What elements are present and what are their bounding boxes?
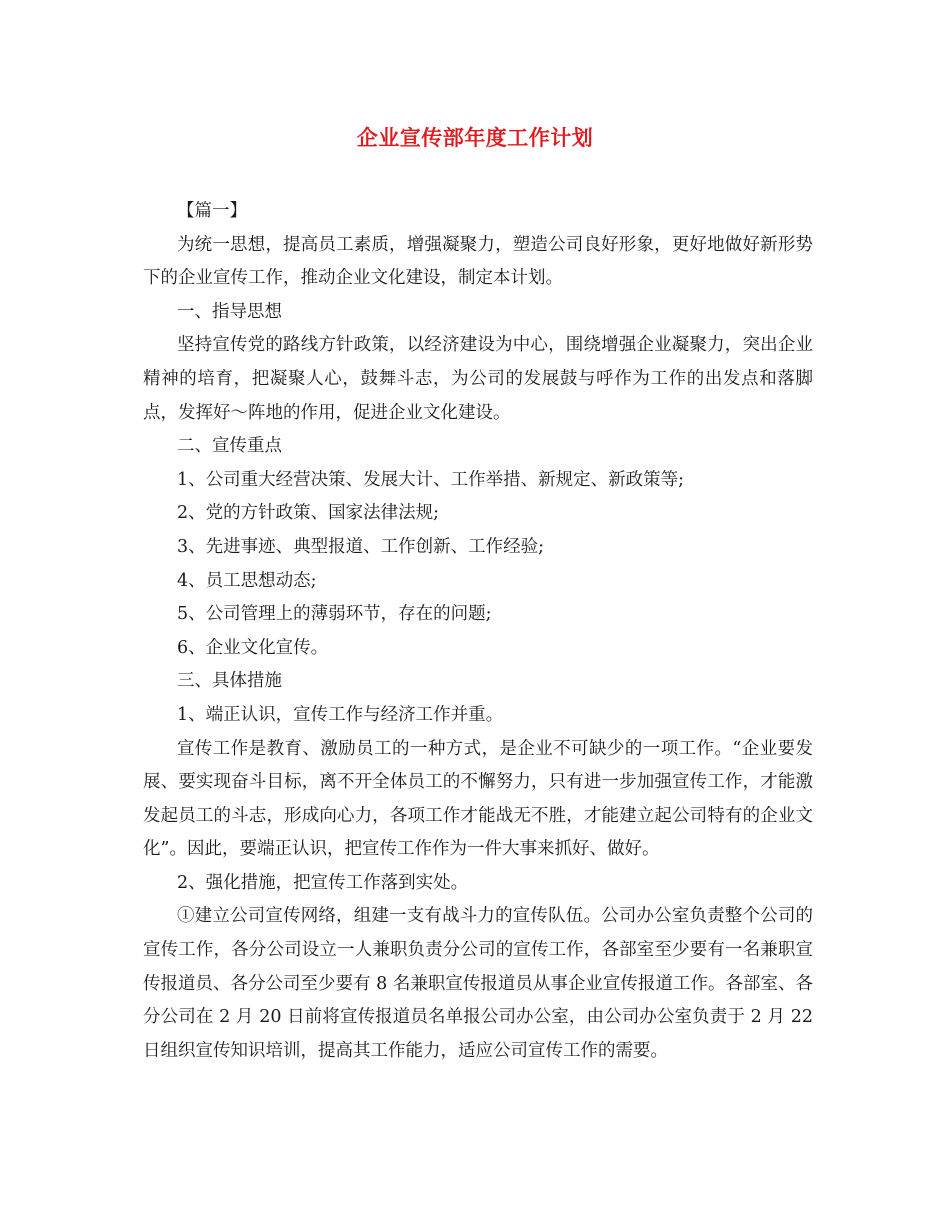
key-point-item: 2、党的方针政策、国家法律法规; (177, 503, 440, 524)
heading-guiding-thought: 一、指导思想 (177, 301, 282, 322)
key-point-item: 1、公司重大经营决策、发展大计、工作举措、新规定、新政策等; (177, 469, 685, 490)
key-point-item: 5、公司管理上的薄弱环节，存在的问题; (177, 604, 492, 625)
document-title: 企业宣传部年度工作计划 (356, 125, 594, 150)
key-point-item: 4、员工思想动态; (177, 570, 317, 591)
measure-subheading: 1、端正认识，宣传工作与经济工作并重。 (177, 704, 504, 725)
measure-subheading: 2、强化措施，把宣传工作落到实处。 (177, 872, 469, 893)
guiding-thought-paragraph: 坚持宣传党的路线方针政策，以经济建设为中心，围绕增强企业凝聚力，突出企业精神的培育，把凝聚人心，鼓舞斗志，为公司的发展鼓与呼作为工作的出发点和落脚点，发挥好～阵地的作用，促进企业文化建设。 (143, 335, 813, 423)
key-point-item: 3、先进事迹、典型报道、工作创新、工作经验; (177, 536, 545, 557)
document-body (143, 195, 813, 1068)
intro-paragraph: 为统一思想，提高员工素质，增强凝聚力，塑造公司良好形象，更好地做好新形势下的企业宣传工作，推动企业文化建设，制定本计划。 (143, 234, 813, 289)
measure-paragraph: ①建立公司宣传网络，组建一支有战斗力的宣传队伍。公司办公室负责整个公司的宣传工作，各分公司设立一人兼职负责分公司的宣传工作，各部室至少要有一名兼职宣传报道员、各分公司至少要有 8 名兼职宣传报道员从事企业宣传报道工作。各部室、各分公司在 2 月 20 日前将宣传报道员名单报公司办公室，由公司办公室负责于 2 月 22 日组织宣传知识培训，提高其工作能力，适应公司宣传工作的需要。 (143, 906, 813, 1061)
key-point-item: 6、企业文化宣传。 (177, 637, 329, 658)
section-marker: 【篇一】 (177, 201, 247, 221)
measure-paragraph: 宣传工作是教育、激励员工的一种方式，是企业不可缺少的一项工作。“企业要发展、要实现奋斗目标，离不开全体员工的不懈努力，只有进一步加强宣传工作，才能激发起员工的斗志，形成向心力，各项工作才能战无不胜，才能建立起公司特有的企业文化”。因此，要端正认识，把宣传工作作为一件大事来抓好、做好。 (143, 738, 813, 860)
heading-measures: 三、具体措施 (177, 671, 282, 692)
heading-key-points: 二、宣传重点 (177, 436, 282, 457)
